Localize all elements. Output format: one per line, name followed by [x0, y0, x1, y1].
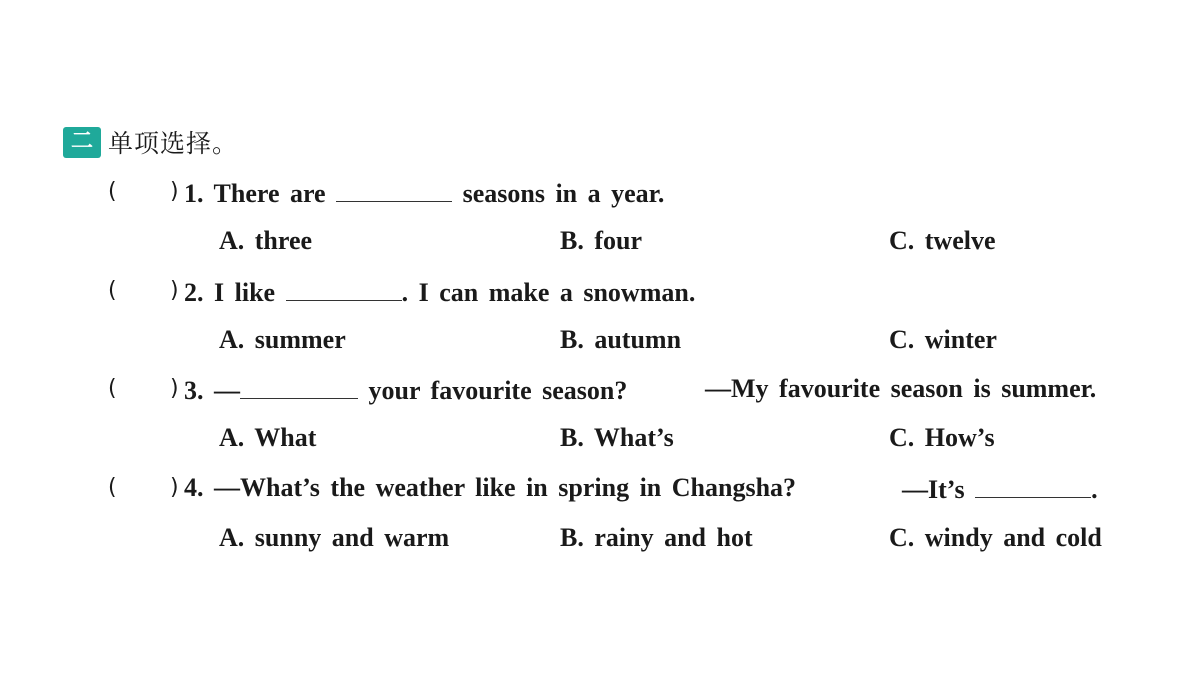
option-c[interactable]: C. windy and cold	[889, 523, 1102, 552]
question-3	[0, 372, 1200, 406]
question-reply: —My favourite season is summer.	[705, 374, 1097, 403]
option-c[interactable]: C. twelve	[889, 226, 996, 255]
answer-blank[interactable]	[336, 175, 452, 202]
question-4	[0, 471, 1200, 505]
answer-paren-close: )	[170, 475, 179, 500]
section-number-badge: 二	[63, 127, 101, 158]
answer-paren-close: )	[170, 278, 179, 303]
option-a[interactable]: A. summer	[219, 325, 346, 354]
question-stem-after: seasons in a year.	[462, 179, 665, 208]
question-2	[0, 274, 1200, 308]
question-text	[184, 175, 664, 211]
answer-blank[interactable]	[240, 372, 358, 399]
question-2-options	[0, 323, 1200, 357]
question-reply	[902, 471, 1098, 507]
option-b[interactable]: B. rainy and hot	[560, 523, 753, 552]
option-a[interactable]: A. three	[219, 226, 313, 255]
option-b[interactable]: B. What’s	[560, 423, 674, 452]
answer-blank[interactable]	[975, 471, 1091, 498]
question-stem-before: —What’s the weather like in spring in Changsha?	[214, 473, 797, 502]
question-text	[184, 274, 695, 310]
question-1	[0, 175, 1200, 209]
question-stem-after: . I can make a snowman.	[401, 278, 696, 307]
question-3-options	[0, 421, 1200, 455]
question-stem-before: —	[214, 376, 240, 405]
section-header	[63, 126, 238, 158]
answer-paren-close: )	[170, 376, 179, 401]
answer-paren-open: (	[108, 376, 117, 401]
option-a[interactable]: A. sunny and warm	[219, 523, 450, 552]
question-stem-after: your favourite season?	[368, 376, 628, 405]
reply-after: .	[1091, 475, 1098, 504]
question-1-options	[0, 224, 1200, 258]
question-text	[184, 372, 627, 408]
option-a[interactable]: A. What	[219, 423, 317, 452]
answer-paren-close: )	[170, 179, 179, 204]
answer-paren-open: (	[108, 278, 117, 303]
answer-paren-open: (	[108, 475, 117, 500]
question-number: 1.	[184, 179, 204, 208]
option-b[interactable]: B. four	[560, 226, 642, 255]
question-number: 4.	[184, 473, 204, 502]
question-number: 2.	[184, 278, 204, 307]
answer-blank[interactable]	[286, 274, 402, 301]
option-c[interactable]: C. winter	[889, 325, 997, 354]
reply-before: —It’s	[902, 475, 965, 504]
option-c[interactable]: C. How’s	[889, 423, 995, 452]
option-b[interactable]: B. autumn	[560, 325, 682, 354]
question-stem-before: I like	[214, 278, 276, 307]
question-text	[184, 471, 796, 505]
question-stem-before: There are	[213, 179, 326, 208]
question-number: 3.	[184, 376, 204, 405]
answer-paren-open: (	[108, 179, 117, 204]
section-title: 单项选择。	[108, 129, 239, 158]
question-4-options	[0, 521, 1200, 555]
